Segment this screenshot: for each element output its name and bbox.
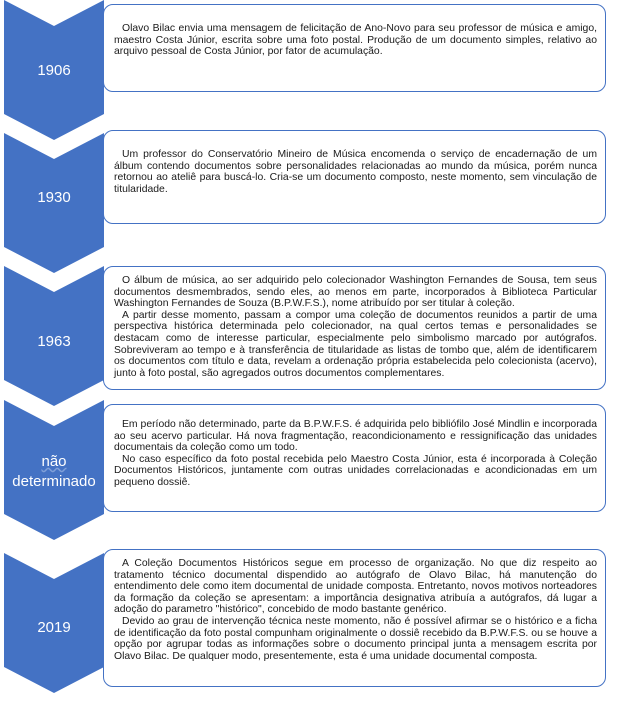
event-text: Olavo Bilac envia uma mensagem de felicitação de Ano-Novo para seu professor de música e amigo, maestro Costa Júnior, escrita sobre uma foto postal. Produção de um documento simples, relativo ao arquivo pessoal de Costa Júnior, por fator de acumulação. [114, 23, 597, 58]
year-label: 1906 [37, 62, 71, 79]
event-box-1963 [103, 266, 606, 390]
event-box-1930 [103, 130, 606, 224]
year-label: 1930 [37, 189, 71, 206]
year-label: 2019 [37, 619, 71, 636]
event-text: A partir desse momento, passam a compor uma coleção de documentos reunidos a partir de uma perspectiva histórica determinada pelo colecionador, na qual certos temas e personalidades se destacam como de interesse particular, especialmente pelo simbolismo marcado por autógrafos. Sobreviveram ao tempo e à transferência de titularidade as listas de tombo que, além de identificarem os documentos com título e data, revelam a ordenação própria estabelecida pelo colecionista (acervo), junto à foto postal, são agregados outros documentos complementares. [114, 309, 597, 379]
event-text: Devido ao grau de intervenção técnica neste momento, não é possível afirmar se o histórico e a ficha de identificação da foto postal compunham originalmente o dossiê recebido da B.P.W.F.S. ou se houve a opção por agrupar todas as informações sobre o documento principal junta a mensagem escrita por Olavo Bilac. De qualquer modo, presentemente, esta é uma unidade documental composta. [114, 615, 597, 662]
event-text: No caso específico da foto postal recebida pelo Maestro Costa Júnior, esta é incorporada à Coleção Documentos Históricos, juntamente com outras unidades correlacionadas e acondicionadas em um pequeno dossiê. [114, 453, 597, 488]
year-label: 1963 [37, 333, 71, 350]
event-text: A Coleção Documentos Históricos segue em processo de organização. No que diz respeito ao tratamento técnico documental dispendido ao autógrafo de Olavo Bilac, há manutenção do entendimento dele como item documental de unidade composta. Entretanto, novos motivos norteadores da formação da coleção se apresentam: a importância designativa atribuía a autógrafos, dá lugar a adoção do parametro "histórico", concebido de modo bastante genérico. [114, 558, 597, 616]
event-text: Um professor do Conservatório Mineiro de Música encomenda o serviço de encadernação de um álbum contendo documentos sobre personalidades relacionadas ao mundo da música, porém nunca retornou ao ateliê para buscá-lo. Cria-se um documento composto, neste momento, sem vinculação de titularidade. [114, 149, 597, 195]
year-label-line2: determinado [12, 473, 96, 490]
event-box-nao-determinado [103, 404, 606, 512]
event-box-2019 [103, 549, 606, 687]
event-text: Em período não determinado, parte da B.P.W.F.S. é adquirida pelo bibliófilo José Mindlin e incorporada ao seu acervo particular. Há nova fragmentação, reacondicionamento e ressignificação das unidades documentais da coleção como um todo. [114, 419, 597, 454]
event-box-1906 [103, 4, 606, 92]
chevron-nao-determinado [4, 400, 104, 540]
year-label-line1 [4, 453, 104, 470]
event-text: O álbum de música, ao ser adquirido pelo colecionador Washington Fernandes de Sousa, tem seus documentos desmembrados, sendo eles, ao menos em parte, incorporados à Biblioteca Particular Washington Fernandes de Souza (B.P.W.F.S.), nome atribuído por ser titular à coleção. [114, 275, 597, 310]
year-text: não [41, 453, 67, 470]
